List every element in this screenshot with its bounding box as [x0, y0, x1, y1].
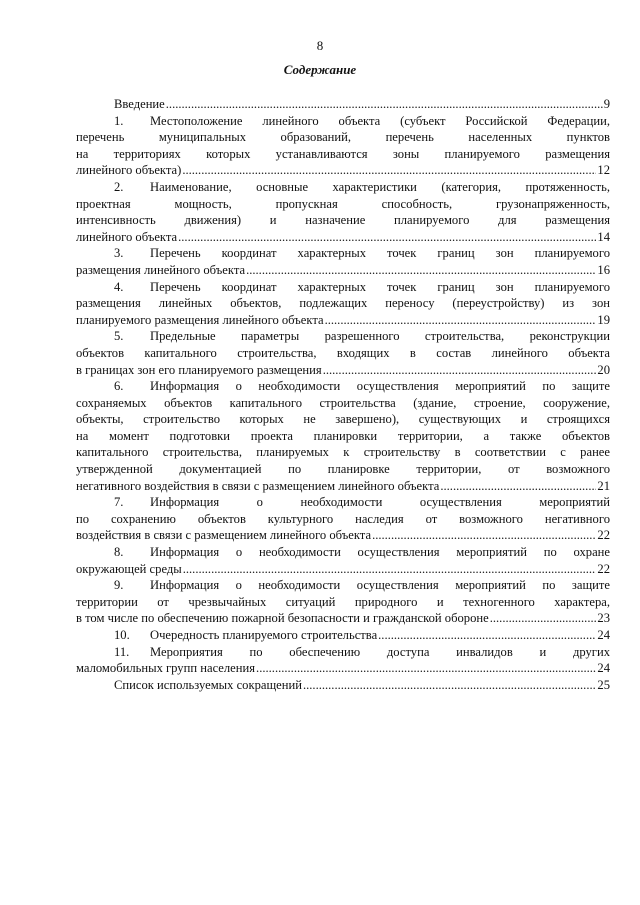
- toc-entry-title: линейного объекта: [76, 229, 178, 244]
- toc-entry-line: [76, 162, 610, 179]
- toc-entry-line: [76, 229, 610, 246]
- toc-entry-title: Очередность планируемого строительства: [150, 628, 378, 642]
- toc-entry-text: [76, 478, 439, 495]
- toc-leader-dots: [256, 660, 596, 677]
- toc-leader-dots: [183, 561, 597, 578]
- toc-leader-dots: [490, 610, 597, 627]
- toc-entry: [76, 627, 610, 644]
- toc-entry-text: [114, 96, 165, 113]
- toc-entry: [76, 644, 610, 677]
- toc-entry: [76, 677, 610, 694]
- toc-page-number: 16: [597, 262, 610, 277]
- toc-entry-text: [76, 561, 182, 578]
- toc-entry-line: [76, 478, 610, 495]
- toc-entry-line: [76, 312, 610, 329]
- toc-entry-line: [76, 461, 610, 478]
- page-number: 8: [316, 38, 324, 53]
- toc-entry-text: Информация о необходимости осуществления мероприятий по охране: [150, 545, 610, 560]
- toc-entry-text: территории от чрезвычайных ситуаций природного и техногенного характера,: [76, 594, 610, 609]
- toc-entry-line: [76, 196, 610, 213]
- toc-leader-dots: [303, 677, 596, 694]
- toc-entry-title: линейного объекта): [76, 163, 182, 178]
- toc-entry-text: Перечень координат характерных точек границ зон планируемого: [150, 279, 610, 294]
- toc-entry-number: 3.: [114, 246, 124, 261]
- toc-entry-line: [76, 362, 610, 379]
- toc-entry-title: маломобильных групп населения: [76, 661, 256, 676]
- toc-entry-line: [76, 212, 610, 229]
- toc-entry-text: [76, 312, 324, 329]
- toc-entry-line: [76, 129, 610, 146]
- toc-entry-text: [76, 262, 245, 279]
- toc-entry-line: [76, 428, 610, 445]
- toc-entry: [76, 96, 610, 113]
- toc-entry-text: объекты, строительство которых не завершено), существующих и строящихся: [76, 412, 610, 427]
- toc-entry: [76, 328, 610, 378]
- toc-entry-line: [76, 577, 610, 594]
- toc-page-number: 14: [597, 229, 610, 244]
- toc-entry-title: Введение: [114, 97, 165, 111]
- toc-entry-line: [76, 146, 610, 163]
- toc-entry: [76, 113, 610, 179]
- toc-entry-line: [76, 411, 610, 428]
- toc-entry-title: в границах зон его планируемого размещения: [76, 362, 322, 377]
- toc-entry: [76, 279, 610, 329]
- toc-entry-text: по сохранению объектов культурного наследия от возможного негативного: [76, 511, 610, 526]
- toc-page-number: 19: [597, 312, 610, 327]
- toc-entry-text: интенсивность движения) и назначение планируемого для размещения: [76, 213, 610, 228]
- toc-entry: [76, 179, 610, 245]
- toc-entry-line: [76, 262, 610, 279]
- toc-entry-text: объектов капитального строительства, входящих в состав линейного объекта: [76, 345, 610, 360]
- toc-entry-line: [76, 610, 610, 627]
- toc-entry-text: Информация о необходимости осуществления мероприятий: [150, 495, 610, 510]
- toc-page-number: 21: [597, 478, 610, 493]
- toc-leader-dots: [378, 627, 596, 644]
- toc-entry-line: [76, 594, 610, 611]
- toc-entry: [76, 544, 610, 577]
- toc-entry-text: [76, 527, 371, 544]
- toc-entry-text: [76, 229, 177, 246]
- toc-entry-title: негативного воздействия в связи с размещением линейного объекта: [76, 478, 440, 493]
- toc-entry-text: Информация о необходимости осуществления мероприятий по защите: [150, 578, 610, 593]
- toc-page-number: 22: [597, 528, 610, 543]
- toc-page-number: 25: [597, 677, 610, 692]
- toc-entry-line: [76, 627, 610, 644]
- toc-entry-number: 11.: [114, 644, 130, 659]
- toc-entry-text: на территориях которых устанавливаются зоны планируемого размещения: [76, 146, 610, 161]
- toc-entry-number: 8.: [114, 545, 124, 560]
- toc-entry-text: Местоположение линейного объекта (субъект Российской Федерации,: [150, 113, 610, 128]
- toc-entry-line: [76, 561, 610, 578]
- toc-entry-title: воздействия в связи с размещением линейного объекта: [76, 528, 372, 543]
- toc-entry-title: окружающей среды: [76, 561, 182, 576]
- toc-entry-line: [76, 444, 610, 461]
- toc-entry-number: 9.: [114, 578, 124, 593]
- toc-entry-text: на момент подготовки проекта планировки территории, а также объектов: [76, 428, 610, 443]
- toc-entry-text: утвержденной документацией по планировке территории, от возможного: [76, 462, 610, 477]
- toc-title: Содержание: [283, 62, 357, 77]
- toc-entry-text: [114, 627, 377, 644]
- table-of-contents: [76, 96, 610, 693]
- toc-entry-title: в том числе по обеспечению пожарной безопасности и гражданской обороне: [76, 611, 489, 626]
- toc-entry-line: [76, 395, 610, 412]
- toc-entry-text: [76, 660, 255, 677]
- toc-entry-text: Предельные параметры разрешенного строительства, реконструкции: [150, 329, 610, 344]
- toc-entry-number: 5.: [114, 329, 124, 344]
- toc-entry-text: [76, 610, 489, 627]
- toc-entry-line: [76, 96, 610, 113]
- toc-entry-line: [76, 279, 610, 296]
- toc-entry-number: 6.: [114, 379, 124, 394]
- toc-entry-line: [76, 660, 610, 677]
- toc-entry-line: [76, 494, 610, 511]
- toc-entry-text: Наименование, основные характеристики (категория, протяженность,: [150, 179, 610, 194]
- toc-page-number: 12: [597, 163, 610, 178]
- toc-entry-text: проектная мощность, пропускная способность, грузонапряженность,: [76, 196, 610, 211]
- toc-leader-dots: [325, 312, 597, 329]
- toc-leader-dots: [182, 162, 596, 179]
- toc-entry-text: Перечень координат характерных точек границ зон планируемого: [150, 246, 610, 261]
- toc-entry-line: [76, 378, 610, 395]
- toc-leader-dots: [166, 96, 603, 113]
- toc-page-number: 9: [603, 97, 610, 111]
- toc-leader-dots: [323, 362, 597, 379]
- toc-entry-line: [76, 245, 610, 262]
- toc-page-number: 23: [597, 611, 610, 626]
- toc-page-number: 22: [597, 561, 610, 576]
- toc-leader-dots: [440, 478, 596, 495]
- toc-entry-number: 4.: [114, 279, 124, 294]
- toc-entry: [76, 494, 610, 544]
- toc-entry-number: 1.: [114, 113, 124, 128]
- toc-entry-line: [76, 113, 610, 130]
- toc-entry-number: 10.: [114, 628, 130, 642]
- toc-entry-line: [76, 345, 610, 362]
- toc-entry-number: 7.: [114, 495, 124, 510]
- toc-entry-text: Информация о необходимости осуществления мероприятий по защите: [150, 379, 610, 394]
- toc-entry-line: [76, 677, 610, 694]
- toc-entry-text: [114, 677, 302, 694]
- toc-page-number: 24: [597, 628, 610, 642]
- toc-entry-text: [76, 162, 181, 179]
- toc-entry-line: [76, 544, 610, 561]
- toc-entry: [76, 245, 610, 278]
- toc-leader-dots: [178, 229, 596, 246]
- toc-page-number: 20: [597, 362, 610, 377]
- toc-entry-title: размещения линейного объекта: [76, 262, 246, 277]
- toc-entry-line: [76, 527, 610, 544]
- toc-entry-title: Список используемых сокращений: [114, 677, 302, 692]
- toc-entry-line: [76, 328, 610, 345]
- toc-entry-line: [76, 511, 610, 528]
- toc-entry-text: капитального строительства, планируемых к строительству в соответствии с ранее: [76, 445, 610, 460]
- toc-leader-dots: [372, 527, 596, 544]
- toc-entry-text: [76, 362, 322, 379]
- toc-entry-text: размещения линейных объектов, подлежащих переносу (переустройству) из зон: [76, 296, 610, 311]
- toc-entry-line: [76, 295, 610, 312]
- toc-entry-text: перечень муниципальных образований, перечень населенных пунктов: [76, 130, 610, 145]
- toc-entry-title: планируемого размещения линейного объекта: [76, 312, 324, 327]
- toc-entry-line: [76, 179, 610, 196]
- toc-page-number: 24: [597, 661, 610, 676]
- toc-entry-line: [76, 644, 610, 661]
- toc-leader-dots: [246, 262, 596, 279]
- toc-entry-number: 2.: [114, 179, 124, 194]
- toc-entry-text: сохраняемых объектов капитального строительства (здание, строение, сооружение,: [76, 395, 610, 410]
- toc-entry: [76, 577, 610, 627]
- toc-entry: [76, 378, 610, 494]
- toc-entry-text: Мероприятия по обеспечению доступа инвалидов и других: [150, 644, 610, 659]
